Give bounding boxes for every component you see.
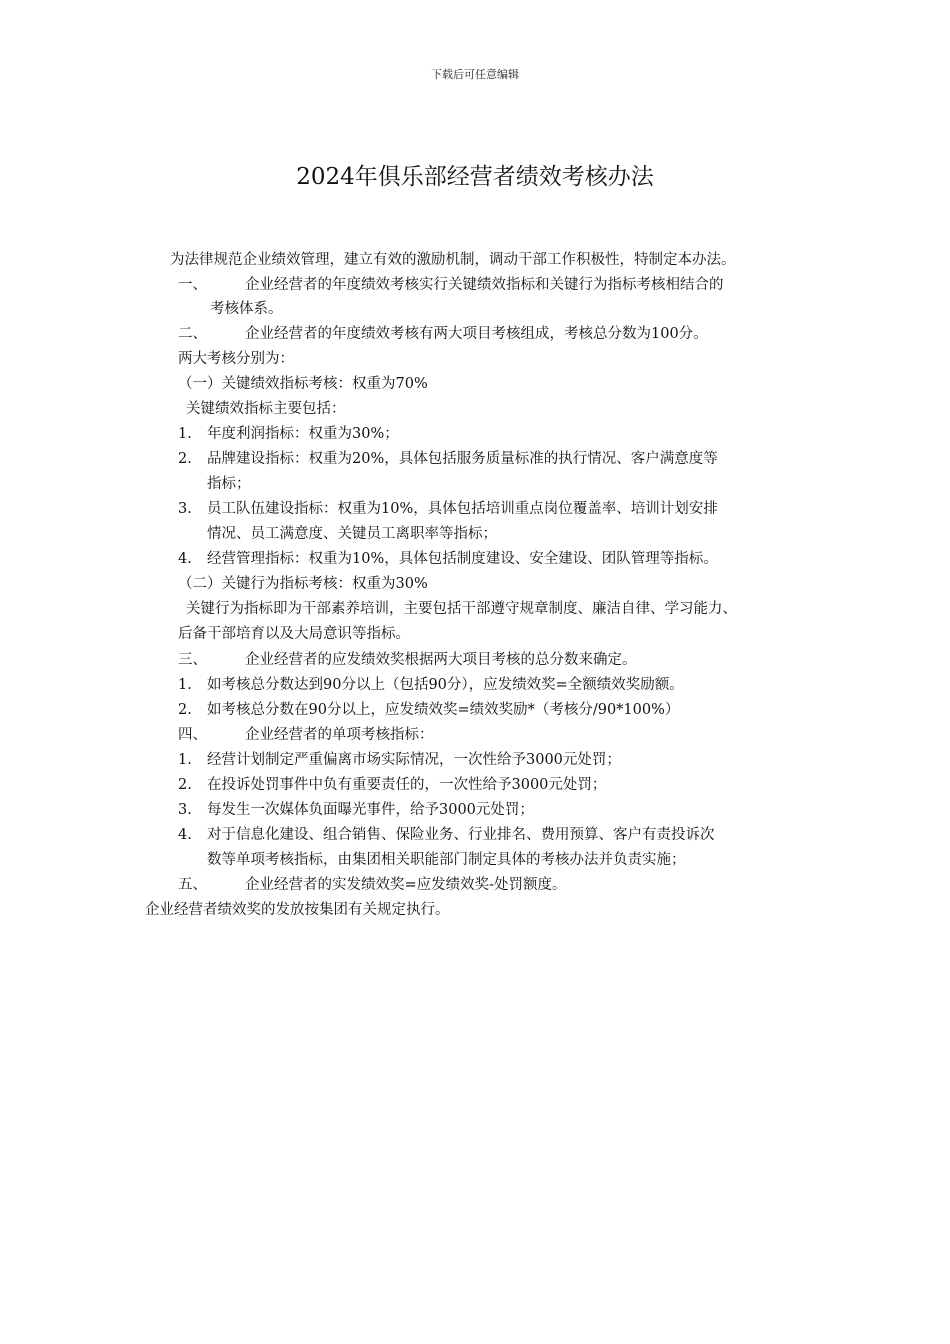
list-number: 3. [178, 802, 192, 818]
subsection-2-paragraph-line-2: 后备干部培育以及大局意识等指标。 [178, 626, 410, 642]
section-1-line-2: 考核体系。 [210, 301, 283, 317]
section-5-line-1: 企业经营者的实发绩效奖=应发绩效奖-处罚额度。 [245, 877, 567, 893]
section-1-line-1: 企业经营者的年度绩效考核实行关键绩效指标和关键行为指标考核相结合的 [245, 277, 724, 293]
list-item: 对于信息化建设、组合销售、保险业务、行业排名、费用预算、客户有责投诉次 [207, 827, 715, 843]
list-number: 1. [178, 677, 192, 693]
list-number: 2. [178, 451, 192, 467]
list-item-continued: 数等单项考核指标，由集团相关职能部门制定具体的考核办法并负责实施； [207, 852, 686, 868]
section-marker-5: 五、 [178, 877, 207, 893]
list-item: 如考核总分数达到90分以上（包括90分），应发绩效奖=全额绩效奖励额。 [207, 677, 684, 693]
section-3-line-1: 企业经营者的应发绩效奖根据两大项目考核的总分数来确定。 [245, 652, 637, 668]
list-number: 3. [178, 501, 192, 517]
list-item: 经营管理指标：权重为10%，具体包括制度建设、安全建设、团队管理等指标。 [207, 551, 718, 567]
document-title: 2024年俱乐部经营者绩效考核办法 [296, 164, 654, 190]
list-number: 1. [178, 426, 192, 442]
list-number: 1. [178, 752, 192, 768]
list-number: 4. [178, 827, 192, 843]
intro-paragraph: 为法律规范企业绩效管理，建立有效的激励机制，调动干部工作积极性，特制定本办法。 [170, 252, 736, 268]
subsection-1-intro: 关键绩效指标主要包括： [186, 401, 346, 417]
list-item: 年度利润指标：权重为30%； [207, 426, 399, 442]
list-item: 在投诉处罚事件中负有重要责任的，一次性给予3000元处罚； [207, 777, 607, 793]
list-item-continued: 情况、员工满意度、关键员工离职率等指标； [207, 526, 497, 542]
subsection-2-paragraph-line-1: 关键行为指标即为干部素养培训，主要包括干部遵守规章制度、廉洁自律、学习能力、 [186, 601, 737, 617]
subsection-2-heading: （二）关键行为指标考核：权重为30% [178, 576, 428, 592]
section-marker-4: 四、 [178, 727, 207, 743]
list-number: 2. [178, 702, 192, 718]
section-2-line-1: 企业经营者的年度绩效考核有两大项目考核组成，考核总分数为100分。 [245, 326, 708, 342]
section-4-line-1: 企业经营者的单项考核指标： [245, 727, 434, 743]
list-item: 品牌建设指标：权重为20%，具体包括服务质量标准的执行情况、客户满意度等 [207, 451, 718, 467]
list-item: 每发生一次媒体负面曝光事件，给予3000元处罚； [207, 802, 534, 818]
list-item: 员工队伍建设指标：权重为10%，具体包括培训重点岗位覆盖率、培训计划安排 [207, 501, 718, 517]
section-marker-2: 二、 [178, 326, 207, 342]
list-item-continued: 指标； [207, 476, 251, 492]
header-note: 下载后可任意编辑 [431, 68, 519, 81]
subsection-1-heading: （一）关键绩效指标考核：权重为70% [178, 376, 428, 392]
list-item: 如考核总分数在90分以上，应发绩效奖=绩效奖励*（考核分/90*100%） [207, 702, 680, 718]
section-marker-3: 三、 [178, 652, 207, 668]
list-item: 经营计划制定严重偏离市场实际情况，一次性给予3000元处罚； [207, 752, 621, 768]
closing-line: 企业经营者绩效奖的发放按集团有关规定执行。 [145, 902, 450, 918]
list-number: 2. [178, 777, 192, 793]
section-marker-1: 一、 [178, 277, 207, 293]
list-number: 4. [178, 551, 192, 567]
section-2-line-2: 两大考核分别为： [178, 351, 294, 367]
